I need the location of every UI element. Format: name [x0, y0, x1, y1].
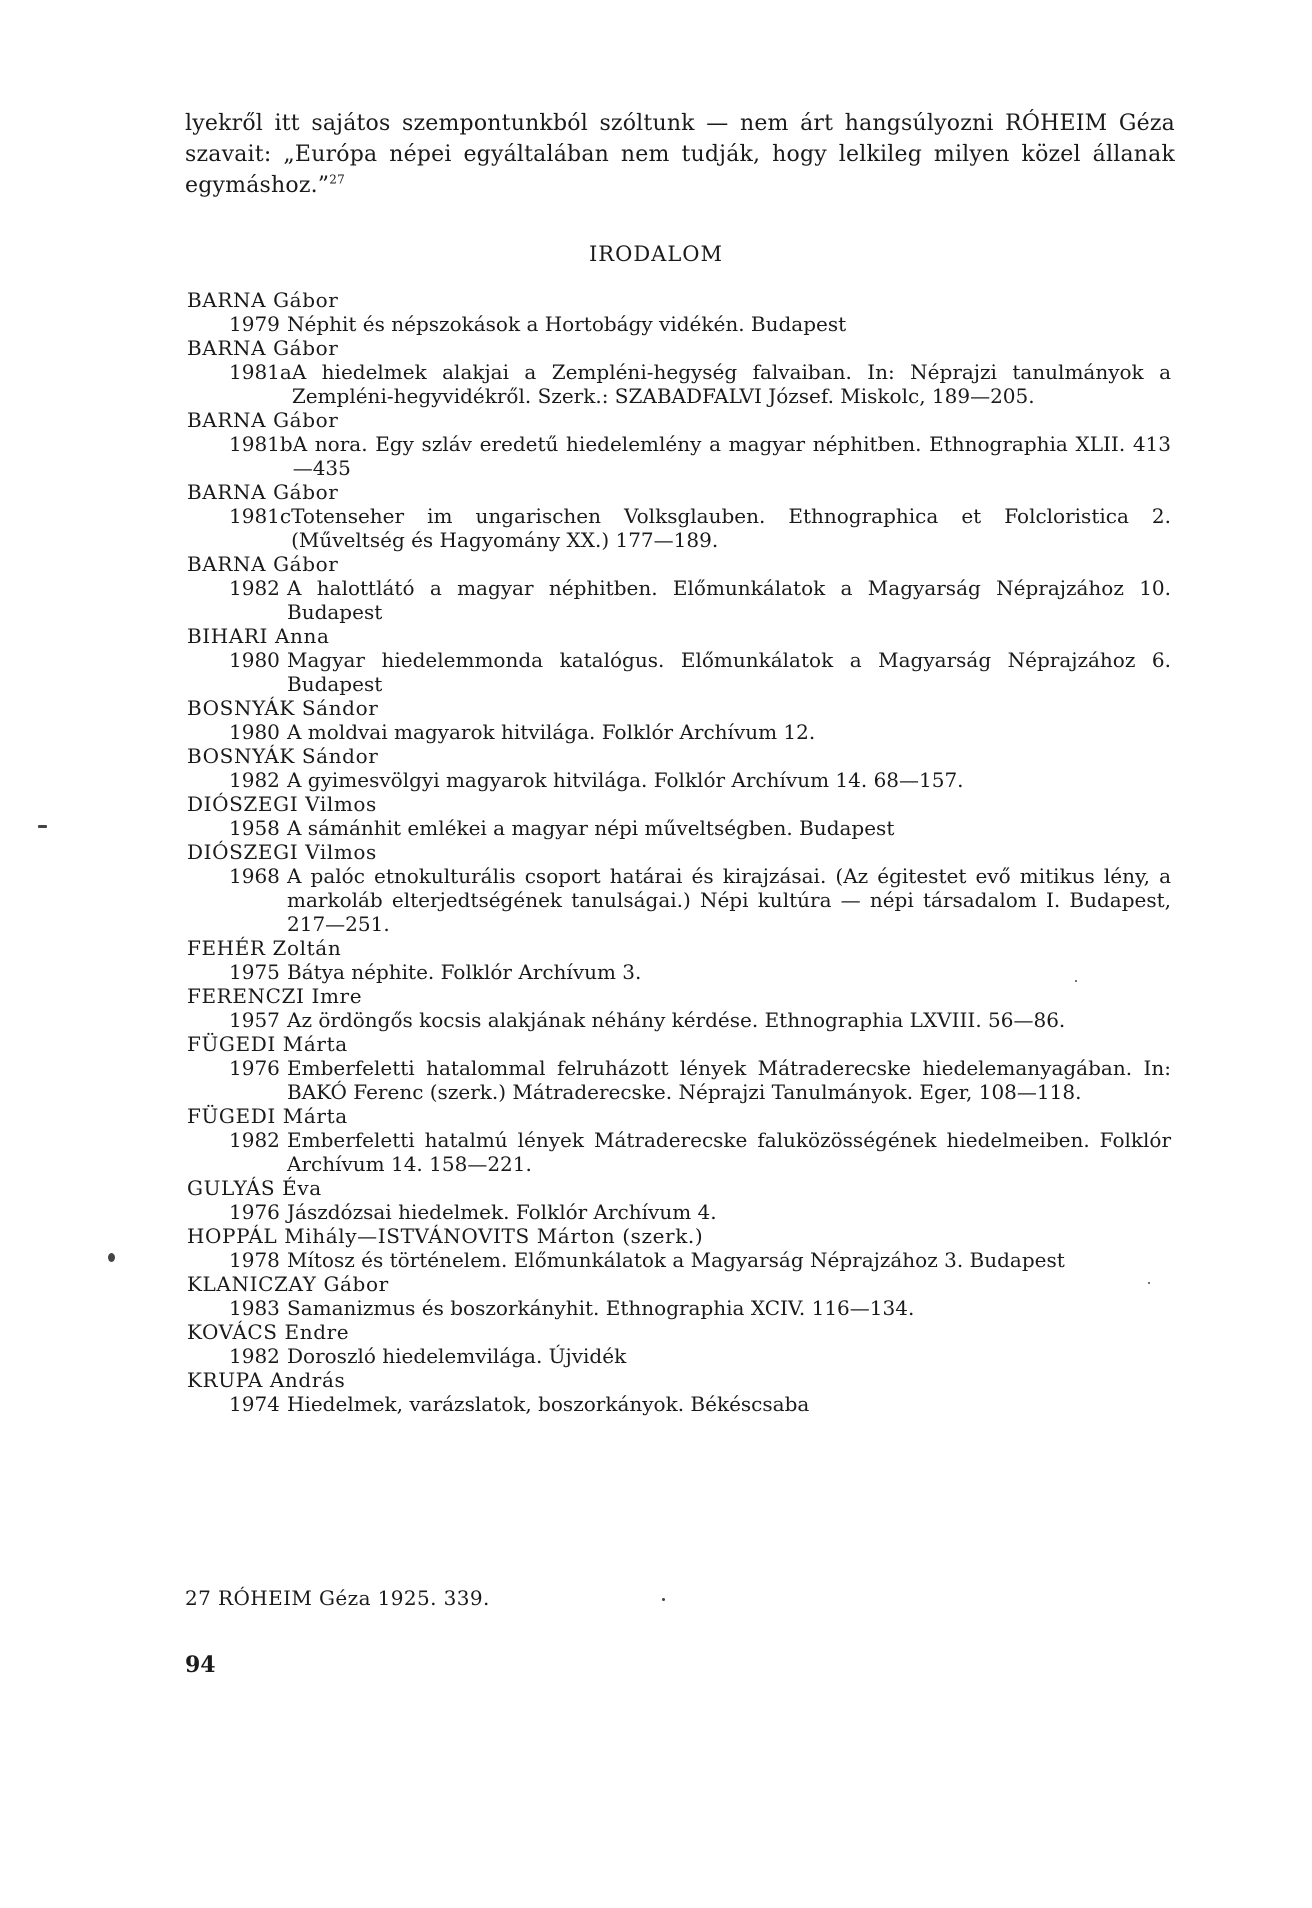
bibliography-author: DIÓSZEGI Vilmos	[187, 792, 377, 816]
entry-year: 1980	[229, 648, 280, 672]
bibliography-list	[183, 288, 1183, 1416]
bibliography-entry	[229, 1128, 1183, 1176]
bibliography-entry	[229, 1200, 1183, 1224]
section-heading: IRODALOM	[589, 242, 723, 266]
bibliography-entry	[229, 360, 1183, 408]
entry-reference: Magyar hiedelemmonda katalógus. Előmunkálatok a Magyarság Néprajzához 6. Budapest	[287, 648, 1171, 696]
entry-year: 1981c	[229, 504, 292, 528]
footnote-reference: 27	[329, 172, 345, 187]
bibliography-author: FÜGEDI Márta	[187, 1032, 348, 1056]
bibliography-entry	[229, 1248, 1183, 1272]
entry-year: 1957	[229, 1008, 280, 1032]
entry-reference: Emberfeletti hatalommal felruházott lények Mátraderecske hiedelemanyagában. In: BAKÓ Ferenc (szerk.) Mátraderecske. Néprajzi Tanulmányok. Eger, 108—118.	[287, 1056, 1171, 1104]
entry-reference: A palóc etnokulturális csoport határai és kirajzásai. (Az égitestet evő mitikus lény, a markoláb elterjedtségének tanulságai.) Népi kultúra — népi társadalom I. Budapest, 217—251.	[287, 864, 1171, 936]
entry-year: 1982	[229, 1128, 280, 1152]
bibliography-author: KRUPA András	[187, 1368, 346, 1392]
scan-speck	[38, 825, 47, 828]
entry-reference: A gyimesvölgyi magyarok hitvilága. Folklór Archívum 14. 68—157.	[287, 768, 964, 792]
bibliography-author: FEHÉR Zoltán	[187, 936, 342, 960]
entry-year: 1982	[229, 768, 280, 792]
entry-reference: A moldvai magyarok hitvilága. Folklór Archívum 12.	[287, 720, 816, 744]
bibliography-entry	[229, 1008, 1183, 1032]
bibliography-author: BARNA Gábor	[187, 408, 339, 432]
entry-reference: Totenseher im ungarischen Volksglauben. Ethnographica et Folcloristica 2. (Műveltség és Hagyomány XX.) 177—189.	[291, 504, 1171, 552]
bibliography-entry	[229, 864, 1183, 936]
entry-reference: Doroszló hiedelemvilága. Újvidék	[287, 1344, 627, 1368]
entry-reference: Hiedelmek, varázslatok, boszorkányok. Békéscsaba	[287, 1392, 810, 1416]
bibliography-author: BARNA Gábor	[187, 552, 339, 576]
intro-paragraph	[185, 108, 1175, 201]
bibliography-author: FERENCZI Imre	[187, 984, 363, 1008]
entry-reference: Bátya néphite. Folklór Archívum 3.	[287, 960, 642, 984]
intro-text: lyekről itt sajátos szempontunkból szóltunk — nem árt hangsúlyozni RÓHEIM Géza szavait: „Európa népei egyáltalában nem tudják, hogy lelkileg milyen közel állanak egymáshoz.”	[185, 111, 1175, 198]
entry-year: 1983	[229, 1296, 280, 1320]
entry-reference: Mítosz és történelem. Előmunkálatok a Magyarság Néprajzához 3. Budapest	[287, 1248, 1065, 1272]
bibliography-author: BOSNYÁK Sándor	[187, 744, 379, 768]
scan-speck	[1148, 1282, 1150, 1284]
entry-reference: A hiedelmek alakjai a Zempléni-hegység falvaiban. In: Néprajzi tanulmányok a Zempléni-hegyvidékről. Szerk.: SZABADFALVI József. Miskolc, 189—205.	[291, 360, 1171, 408]
bibliography-author: KOVÁCS Endre	[187, 1320, 350, 1344]
entry-reference: A sámánhit emlékei a magyar népi műveltségben. Budapest	[287, 816, 895, 840]
bibliography-entry	[229, 1296, 1183, 1320]
entry-reference: Samanizmus és boszorkányhit. Ethnographia XCIV. 116—134.	[287, 1296, 915, 1320]
scan-speck	[108, 1253, 115, 1262]
entry-reference: Jászdózsai hiedelmek. Folklór Archívum 4.	[287, 1200, 717, 1224]
entry-reference: A nora. Egy szláv eredetű hiedelemlény a magyar néphitben. Ethnographia XLII. 413—435	[292, 432, 1171, 480]
scan-speck	[662, 1598, 665, 1601]
entry-year: 1981b	[229, 432, 293, 456]
entry-reference: Néphit és népszokások a Hortobágy vidékén. Budapest	[287, 312, 847, 336]
bibliography-entry	[229, 960, 1183, 984]
bibliography-entry	[229, 432, 1183, 480]
entry-year: 1976	[229, 1056, 280, 1080]
entry-year: 1958	[229, 816, 280, 840]
footnote: 27 RÓHEIM Géza 1925. 339.	[185, 1586, 490, 1610]
bibliography-author: KLANICZAY Gábor	[187, 1272, 389, 1296]
entry-year: 1982	[229, 576, 280, 600]
bibliography-entry	[229, 576, 1183, 624]
entry-reference: Emberfeletti hatalmú lények Mátraderecske faluközösségének hiedelmeiben. Folklór Archívum 14. 158—221.	[287, 1128, 1171, 1176]
bibliography-author: DIÓSZEGI Vilmos	[187, 840, 377, 864]
entry-year: 1981a	[229, 360, 292, 384]
entry-reference: Az ördöngős kocsis alakjának néhány kérdése. Ethnographia LXVIII. 56—86.	[287, 1008, 1066, 1032]
bibliography-entry	[229, 312, 1183, 336]
bibliography-author: BARNA Gábor	[187, 288, 339, 312]
bibliography-author: GULYÁS Éva	[187, 1176, 322, 1200]
page-number: 94	[185, 1652, 216, 1678]
bibliography-author: BIHARI Anna	[187, 624, 330, 648]
bibliography-author: BARNA Gábor	[187, 336, 339, 360]
bibliography-entry	[229, 1392, 1183, 1416]
entry-year: 1979	[229, 312, 280, 336]
bibliography-author: BOSNYÁK Sándor	[187, 696, 379, 720]
bibliography-entry	[229, 648, 1183, 696]
entry-year: 1968	[229, 864, 280, 888]
entry-year: 1976	[229, 1200, 280, 1224]
bibliography-entry	[229, 1056, 1183, 1104]
entry-year: 1978	[229, 1248, 280, 1272]
entry-year: 1982	[229, 1344, 280, 1368]
bibliography-author: FÜGEDI Márta	[187, 1104, 348, 1128]
entry-year: 1980	[229, 720, 280, 744]
scan-speck	[1075, 980, 1077, 982]
bibliography-entry	[229, 1344, 1183, 1368]
entry-reference: A halottlátó a magyar néphitben. Előmunkálatok a Magyarság Néprajzához 10. Budapest	[287, 576, 1171, 624]
bibliography-entry	[229, 816, 1183, 840]
bibliography-entry	[229, 504, 1183, 552]
entry-year: 1975	[229, 960, 280, 984]
bibliography-entry	[229, 768, 1183, 792]
bibliography-entry	[229, 720, 1183, 744]
bibliography-author: HOPPÁL Mihály—ISTVÁNOVITS Márton (szerk.)	[187, 1224, 704, 1248]
bibliography-author: BARNA Gábor	[187, 480, 339, 504]
entry-year: 1974	[229, 1392, 280, 1416]
